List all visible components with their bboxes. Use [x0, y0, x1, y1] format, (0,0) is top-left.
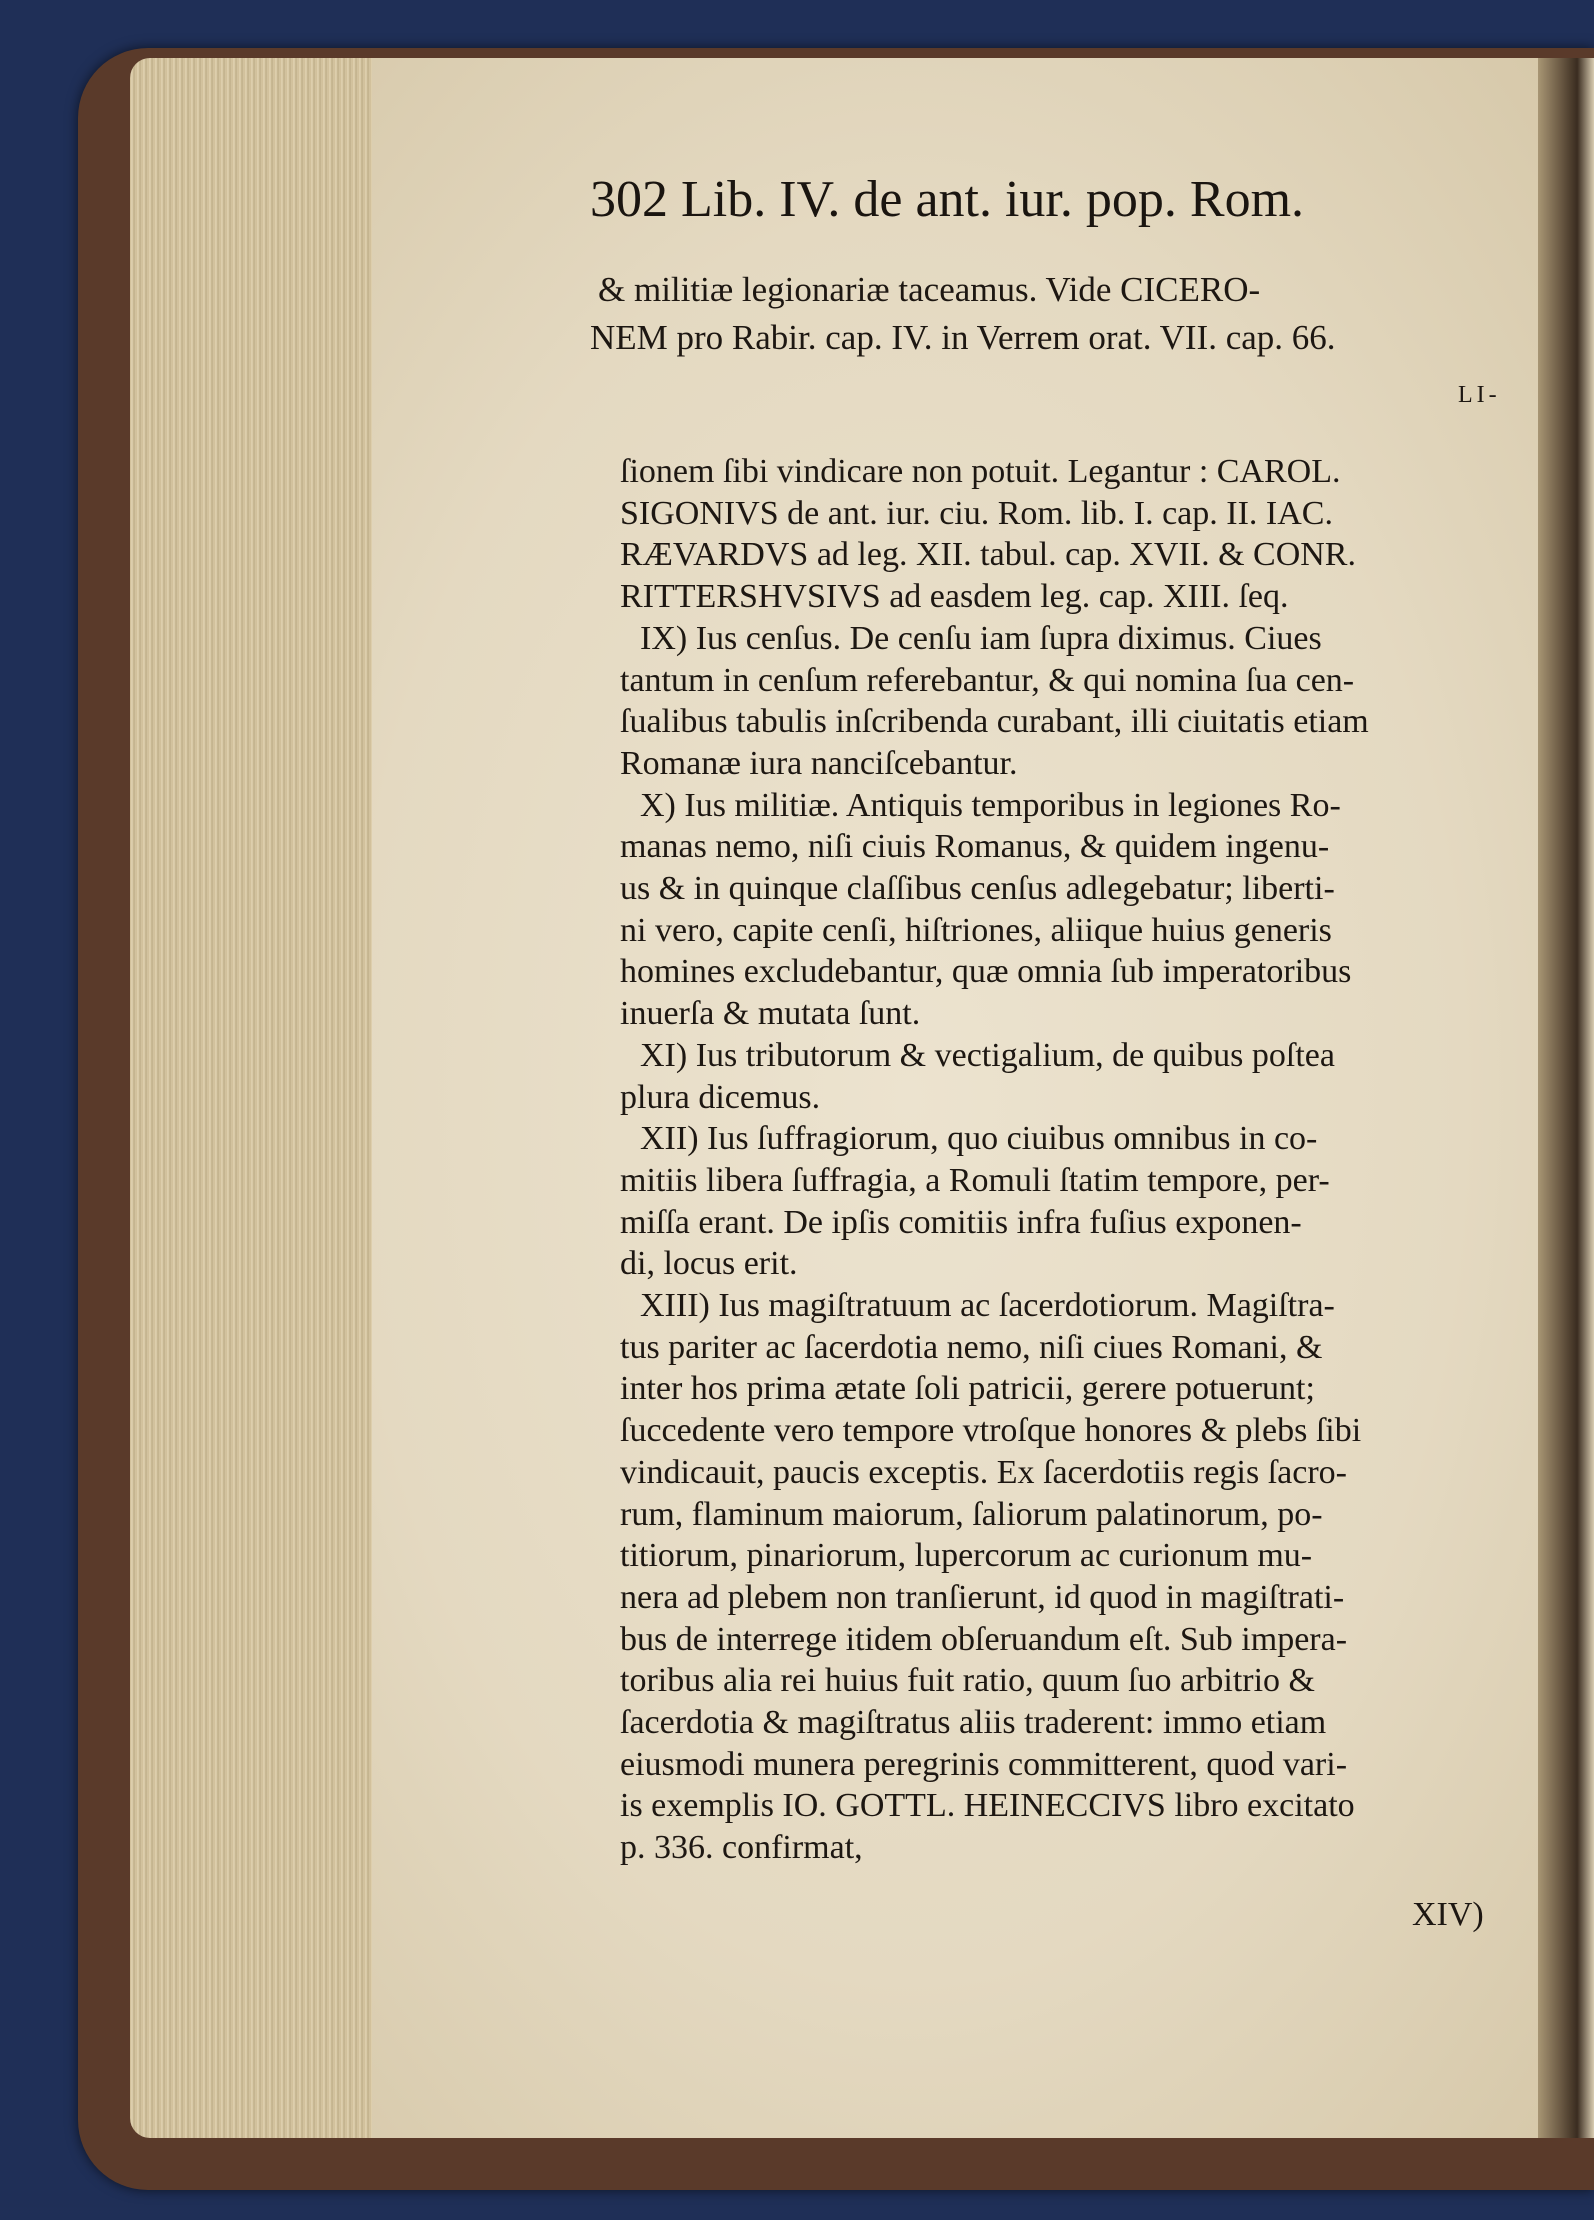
- catchword-bottom: XIV): [1412, 1896, 1484, 1933]
- text-line: Romanæ iura nanciſcebantur.: [620, 744, 1018, 782]
- text-line: toribus alia rei huius fuit ratio, quum ſuo arbitrio &: [620, 1662, 1315, 1700]
- top-line: & militiæ legionariæ taceamus. Vide CICERO-: [598, 270, 1261, 309]
- text-line: homines excludebantur, quæ omnia ſub imperatoribus: [620, 953, 1352, 991]
- text-line: manas nemo, niſi ciuis Romanus, & quidem ingenu-: [620, 828, 1330, 866]
- text-line: ſualibus tabulis inſcribenda curabant, illi ciuitatis etiam: [620, 703, 1369, 741]
- top-line: NEM pro Rabir. cap. IV. in Verrem orat. VII. cap. 66.: [590, 318, 1336, 357]
- text-line: RITTERSHVSIVS ad easdem leg. cap. XIII. ſeq.: [620, 578, 1289, 616]
- text-line: p. 336. confirmat,: [620, 1829, 863, 1867]
- text-line: XIII) Ius magiſtratuum ac ſacerdotiorum. Magiſtra-: [640, 1287, 1335, 1324]
- text-line: IX) Ius cenſus. De cenſu iam ſupra diximus. Ciues: [640, 619, 1322, 657]
- text-line: XII) Ius ſuffragiorum, quo ciuibus omnibus in co-: [640, 1120, 1318, 1158]
- text-line: rum, flaminum maiorum, ſaliorum palatinorum, po-: [620, 1495, 1323, 1533]
- running-head: 302 Lib. IV. de ant. iur. pop. Rom.: [590, 171, 1305, 228]
- text-line: di, locus erit.: [620, 1245, 798, 1283]
- text-line: is exemplis IO. GOTTL. HEINECCIVS libro excitato: [620, 1787, 1355, 1825]
- text-line: miſſa erant. De ipſis comitiis infra fuſius exponen-: [620, 1203, 1302, 1241]
- text-line: X) Ius militiæ. Antiquis temporibus in legiones Ro-: [640, 786, 1341, 824]
- catchword-top: LI-: [1458, 382, 1501, 408]
- text-line: titiorum, pinariorum, lupercorum ac curionum mu-: [620, 1537, 1313, 1575]
- text-line: SIGONIVS de ant. iur. ciu. Rom. lib. I. cap. II. IAC.: [620, 494, 1333, 532]
- text-line: nera ad plebem non tranſierunt, id quod in magiſtrati-: [620, 1578, 1345, 1616]
- book-gutter: [1538, 58, 1594, 2138]
- text-line: mitiis libera ſuffragia, a Romuli ſtatim tempore, per-: [620, 1161, 1330, 1199]
- text-line: vindicauit, paucis exceptis. Ex ſacerdotiis regis ſacro-: [620, 1453, 1347, 1491]
- text-line: tus pariter ac ſacerdotia nemo, niſi ciues Romani, &: [620, 1328, 1323, 1366]
- text-line: XI) Ius tributorum & vectigalium, de quibus poſtea: [640, 1036, 1335, 1074]
- text-line: ſacerdotia & magiſtratus aliis traderent: immo etiam: [620, 1704, 1327, 1741]
- text-line: inuerſa & mutata ſunt.: [620, 995, 921, 1033]
- page-edges: [130, 58, 380, 2138]
- text-line: us & in quinque claſſibus cenſus adlegebatur; liberti-: [620, 870, 1335, 907]
- text-line: ſionem ſibi vindicare non potuit. Legantur : CAROL.: [620, 453, 1341, 490]
- text-line: inter hos prima ætate ſoli patricii, gerere potuerunt;: [620, 1370, 1315, 1408]
- text-line: plura dicemus.: [620, 1078, 821, 1116]
- text-line: bus de interrege itidem obſeruandum eſt. Sub impera-: [620, 1620, 1348, 1658]
- text-line: RÆVARDVS ad leg. XII. tabul. cap. XVII. & CONR.: [620, 536, 1356, 574]
- text-line: ni vero, capite cenſi, hiſtriones, aliique huius generis: [620, 911, 1332, 949]
- text-line: ſuccedente vero tempore vtroſque honores & plebs ſibi: [620, 1412, 1362, 1450]
- text-line: tantum in cenſum referebantur, & qui nomina ſua cen-: [620, 661, 1355, 699]
- text-line: eiusmodi munera peregrinis committerent, quod vari-: [620, 1745, 1348, 1783]
